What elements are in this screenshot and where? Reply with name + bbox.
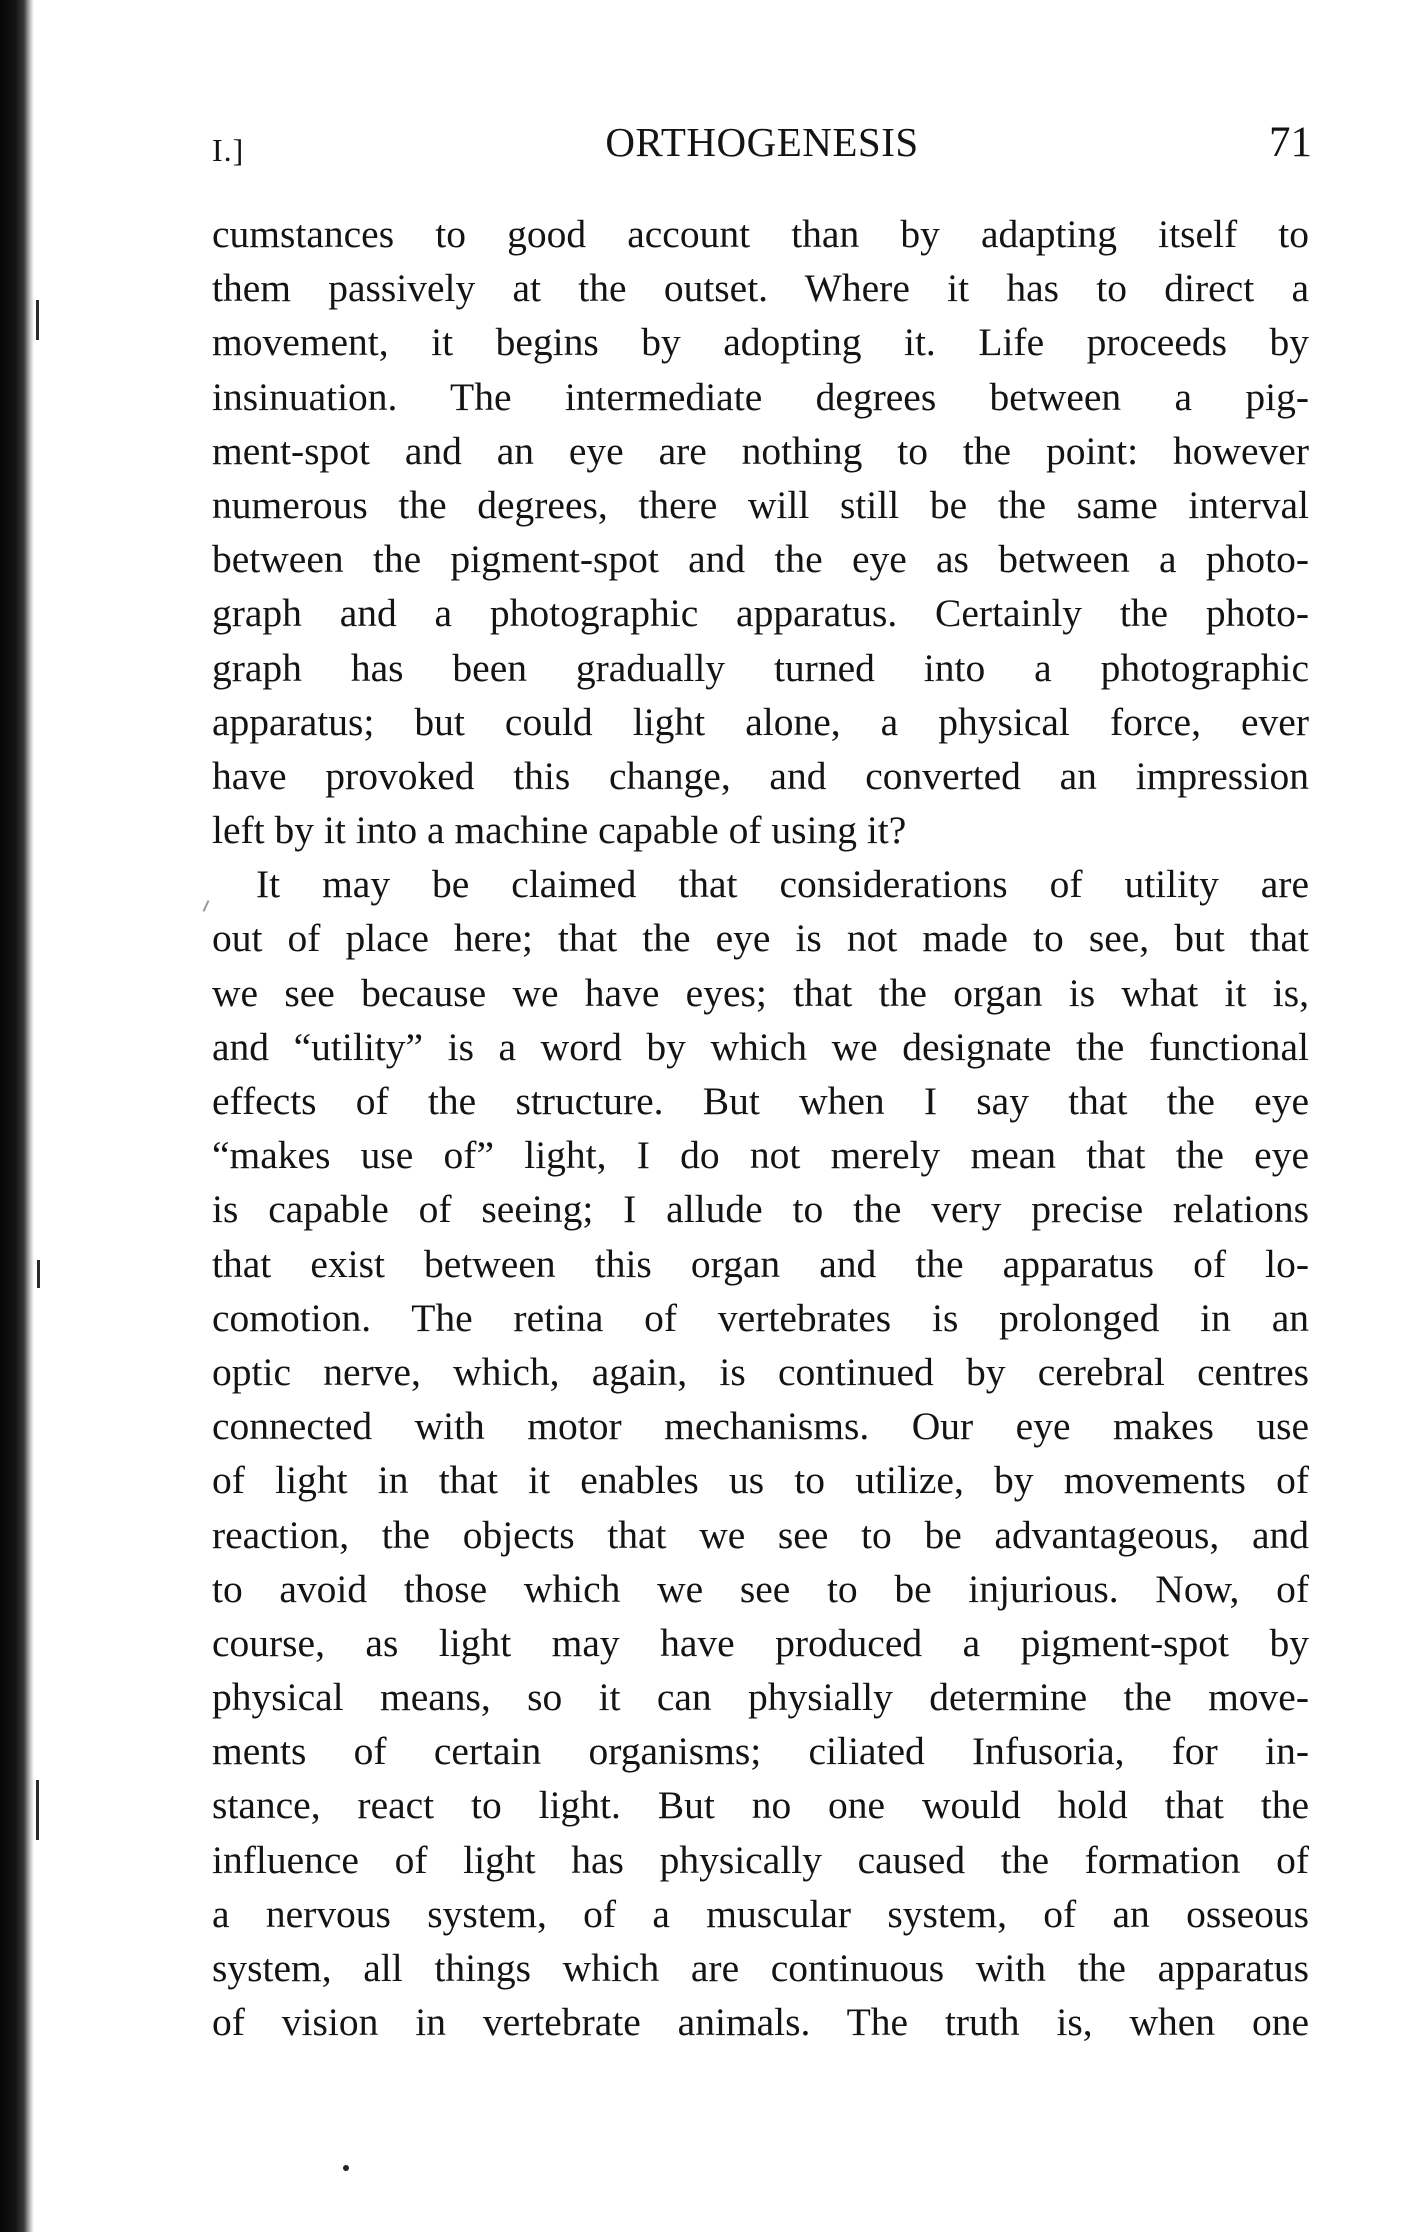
text-line: influence of light has physically caused the formation of — [212, 1837, 1309, 1882]
text-line: apparatus; but could light alone, a physical force, ever — [212, 699, 1309, 744]
text-line: “makes use of” light, I do not merely mean that the eye — [212, 1133, 1309, 1178]
text-line: course, as light may have produced a pigment-spot by — [212, 1620, 1309, 1665]
text-line: to avoid those which we see to be injurious. Now, of — [212, 1566, 1309, 1611]
chapter-marker: I.] — [212, 132, 245, 168]
page-number: 71 — [1269, 119, 1312, 166]
text-line: cumstances to good account than by adapting itself to — [212, 212, 1309, 256]
body-text — [212, 207, 1309, 2049]
text-line: of vision in vertebrate animals. The truth is, when one — [212, 2000, 1309, 2045]
text-line: out of place here; that the eye is not made to see, but that — [212, 916, 1309, 961]
text-line: ment-spot and an eye are nothing to the point: however — [212, 428, 1309, 473]
text-line: physical means, so it can physially determine the move- — [212, 1675, 1309, 1720]
text-line: graph has been gradually turned into a photographic — [212, 645, 1309, 690]
text-line: optic nerve, which, again, is continued by cerebral centres — [212, 1349, 1309, 1394]
text-line: numerous the degrees, there will still be the same interval — [212, 482, 1309, 527]
text-line: reaction, the objects that we see to be advantageous, and — [212, 1512, 1309, 1557]
text-line: have provoked this change, and converted an impression — [212, 753, 1309, 798]
paragraph-start-line: It may be claimed that considerations of utility are — [256, 862, 1309, 907]
text-line: is capable of seeing; I allude to the very precise relations — [212, 1187, 1309, 1232]
text-line: effects of the structure. But when I say that the eye — [212, 1079, 1309, 1123]
text-line: graph and a photographic apparatus. Certainly the photo- — [212, 591, 1309, 636]
text-line: connected with motor mechanisms. Our eye makes use — [212, 1404, 1309, 1449]
paragraph-end-line: left by it into a machine capable of using it? — [212, 808, 907, 853]
text-line: between the pigment-spot and the eye as between a photo- — [212, 537, 1309, 582]
margin-mark — [203, 900, 210, 912]
text-line: ments of certain organisms; ciliated Infusoria, for in- — [212, 1729, 1309, 1774]
binding-speck — [37, 1260, 40, 1288]
text-line: and “utility” is a word by which we designate the functional — [212, 1024, 1309, 1069]
text-line: that exist between this organ and the apparatus of lo- — [212, 1241, 1309, 1286]
stray-ink-dot — [343, 2165, 349, 2171]
text-line: them passively at the outset. Where it has to direct a — [212, 266, 1309, 311]
book-binding-shadow — [0, 0, 34, 2232]
text-line: system, all things which are continuous with the apparatus — [212, 1946, 1309, 1990]
text-line: insinuation. The intermediate degrees between a pig- — [212, 374, 1309, 419]
text-line: of light in that it enables us to utilize, by movements of — [212, 1458, 1309, 1503]
text-line: comotion. The retina of vertebrates is prolonged in an — [212, 1295, 1309, 1340]
binding-speck — [36, 300, 39, 340]
text-line: movement, it begins by adopting it. Life proceeds by — [212, 320, 1309, 365]
running-head — [212, 118, 1312, 178]
text-line: we see because we have eyes; that the organ is what it is, — [212, 970, 1309, 1015]
binding-speck — [36, 1780, 39, 1840]
running-title: ORTHOGENESIS — [605, 119, 919, 165]
text-line: stance, react to light. But no one would hold that the — [212, 1783, 1309, 1828]
text-line: a nervous system, of a muscular system, of an osseous — [212, 1891, 1309, 1936]
